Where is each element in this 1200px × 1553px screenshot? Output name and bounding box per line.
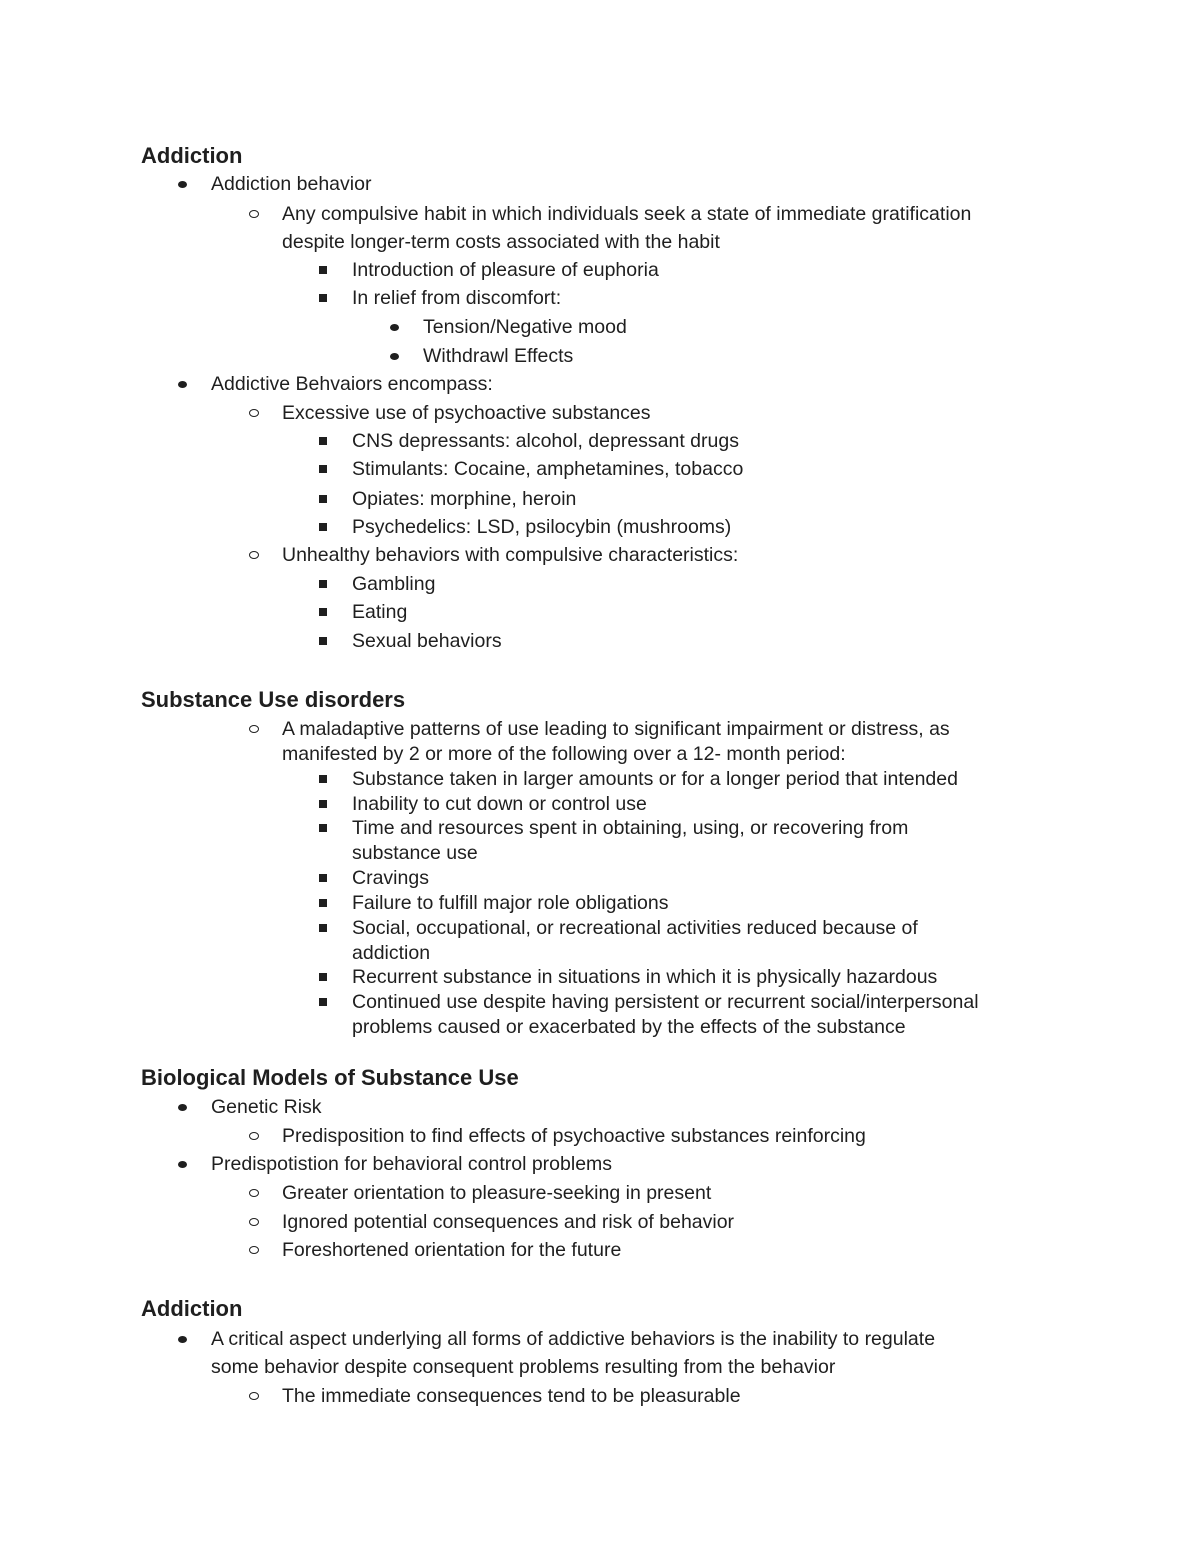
square-bullet-icon [319, 998, 327, 1006]
disc-bullet-icon [178, 1161, 187, 1168]
section-heading-addiction: Addiction [141, 143, 243, 168]
circle-bullet-icon [249, 1189, 259, 1197]
circle-bullet-icon [249, 1392, 259, 1400]
square-bullet-icon [319, 266, 327, 274]
circle-bullet-icon [249, 551, 259, 559]
document-page: Addiction Addiction behavior Any compulsive habit in which individuals seek a state of immediate gratification despite longer-term costs associated with the habit Introduction of pleasure of euphoria In relief from discomfort: Tension/Negative mood Withdrawl Effects Addictive Behvaiors encompass: Excessive use of psychoactive substances CNS depressants: alcohol, depressant drugs Stimulants: Cocaine, amphetamines, tobacco Opiates: morphine, heroin Psychedelics: LSD, psilocybin (mushrooms) Unhealthy behaviors with compulsive characteristics: Gambling Eating Sexual behaviors Substance Use disorders A maladaptive patterns of use leading to significant impairment or distress, as manifested by 2 or more of the following over a 12- month period: Substance taken in larger amounts or for a longer period that intended Inability to cut down or control use Time and resources spent in obtaining, using, or recovering from substance use Cravings Failure to fulfill major role obligations Social, occupational, or recreational activities reduced because of addiction Recurrent substance in situations in which it is physically hazardous Continued use despite having persistent or recurrent social/interpersonal problems caused or exacerbated by the effects of the substance Biological Models of Substance Use Genetic Risk Predisposition to find effects of psychoactive substances reinforcing Predispotistion for behavioral control problems Greater orientation to pleasure-seeking in present Ignored potential consequences and risk of behavior Foreshortened orientation for the future Addiction A critical aspect underlying all forms of addictive behaviors is the inability to regulate some behavior despite consequent problems resulting from the behavior The immediate consequences tend to be pleasurable [141, 143, 979, 1407]
circle-bullet-icon [249, 1246, 259, 1254]
disc-bullet-icon [178, 1336, 187, 1343]
square-bullet-icon [319, 899, 327, 907]
circle-bullet-icon [249, 725, 259, 733]
square-bullet-icon [319, 824, 327, 832]
disc-bullet-icon [178, 181, 187, 188]
square-bullet-icon [319, 800, 327, 808]
circle-bullet-icon [249, 210, 259, 218]
square-bullet-icon [319, 637, 327, 645]
section-heading-biological-models: Biological Models of Substance Use [141, 1065, 519, 1090]
circle-bullet-icon [249, 1218, 259, 1226]
disc-bullet-icon [390, 353, 399, 360]
square-bullet-icon [319, 465, 327, 473]
square-bullet-icon [319, 973, 327, 981]
square-bullet-icon [319, 294, 327, 302]
square-bullet-icon [319, 523, 327, 531]
circle-bullet-icon [249, 1132, 259, 1140]
circle-bullet-icon [249, 409, 259, 417]
square-bullet-icon [319, 495, 327, 503]
square-bullet-icon [319, 874, 327, 882]
square-bullet-icon [319, 437, 327, 445]
disc-bullet-icon [178, 1104, 187, 1111]
square-bullet-icon [319, 580, 327, 588]
disc-bullet-icon [390, 324, 399, 331]
section-heading-addiction-2: Addiction [141, 1296, 243, 1321]
square-bullet-icon [319, 775, 327, 783]
square-bullet-icon [319, 924, 327, 932]
section-heading-substance-use-disorders: Substance Use disorders [141, 687, 406, 712]
square-bullet-icon [319, 608, 327, 616]
disc-bullet-icon [178, 381, 187, 388]
